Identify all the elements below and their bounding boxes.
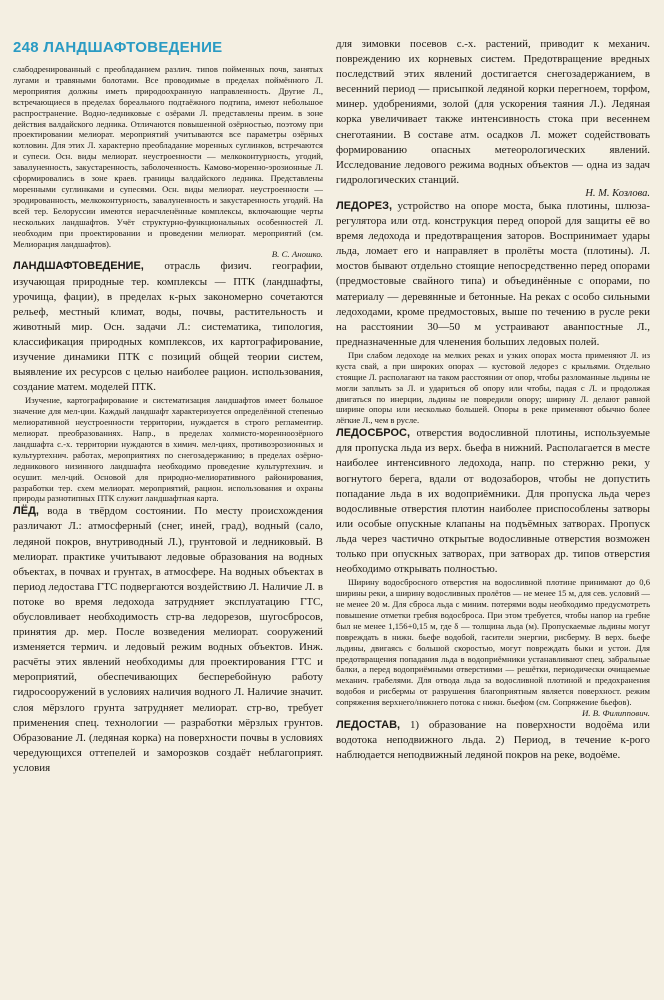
page-header xyxy=(13,39,313,56)
running-title: ЛАНДШАФТОВЕДЕНИЕ xyxy=(43,39,223,56)
entry-headword: ЛЕДОСБРОС, xyxy=(336,427,411,440)
entry-ledorez xyxy=(336,199,650,350)
entry-ledostav xyxy=(336,718,650,763)
entry-headword: ЛЁД, xyxy=(13,505,39,518)
author-signature: В. С. Аношко. xyxy=(271,249,323,260)
author-signature: Н. М. Козлова. xyxy=(585,187,650,199)
page-number: 248 xyxy=(13,39,39,56)
landscape-text-body: слабодренированный с преобладанием различ. типов пойменных почв, занятых лугами и травяными болотами. Все проводимые в пределах поймённого Л. мероприятия должны иметь природоохранную направленность. Другие Л., встречающиеся в пределах бореального подтаёжного подтипа, имеют небольшое распространение. Водно-ледниковые с озёрами Л. представлены преим. в зоне действия валдайского ледника. Отличаются повышенной озёрностью, поэтому при проектировании мелиорат. мероприятий учитываются все параметры озёрных котловин. Для этих Л. характерно преобладание моренных суглинков, встречаются и супеси. Осн. виды мелиорат. неустроенности — мелкоконтурность, угодий, завалуненность, закустаренность, заболоченность. Камово-моренно-эрозионные Л. сформировались в зоне краев. границы валдайского ледника. Представлены моренными суглинками и супесями. Осн. виды мелиорат. неустроенности — эродированность, мелкоконтурность, завалуненность и закустаренность угодий. На всей тер. Белоруссии имеются нерасчленённые комплексы, включающие черты нескольких ландшафтов. Учёт структурно-функциональных особенностей Л. необходим при проектировании и проведении мелиорат. мероприятий (см. Мелиорация ландшафтов). xyxy=(13,64,323,249)
entry-note: Ширину водосбросного отверстия на водосливной плотине принимают до 0,6 ширины реки, а ширину водосливных пролётов — не менее 15 м, для сев. условий — не менее 20 м. Для сброса льда с миним. потерями воды необходимо предусмотреть повышение отметки гребня водосброса. При этом требуется, чтобы напор на гребне был не менее 1,156+0,15 м, где δ — толщина льда (м). Пропускаемые льдины могут повреждать в нижн. бьефе водобой, гасители энергии, рисберму. В верх. бьефе льдины, двигаясь с большой скоростью, могут повреждать быки и устои. Для предотвращения попадания льда в водоприёмники устанавливают спец. забральные балки, а перед водоприёмными отверстиями — решётки, периодически очищаемые механич. грабелями. Для отвода льда за водосливной плотиной и предохранения водобоя и рисбермы от разрушения благоприятным является поверхност. режим сопряжения верхнего/нижнего потока с нижн. бьефом (см. Сопряжение бьефов). xyxy=(336,577,650,708)
entry-landshaftovedenie xyxy=(13,259,323,395)
author-signature: И. В. Филиппович. xyxy=(581,708,650,719)
entry-body: 1) образование на поверхности водоёма или водотока неподвижного льда. 2) Период, в течение к-рого наблюдается неподвижный ледяной покров на реке, водоёме. xyxy=(336,719,650,762)
left-column xyxy=(13,64,323,994)
entry-body: отверстия водосливной плотины, используемые для пропуска льда из верх. бьефа в нижний. Располагается в месте наиболее интенсивного ледохода, напр. по стержню реки, у вогнутого берега, вдали от водозаборов, чтобы не допустить попадание льда в их водоприёмники. Для пропуска льда через водосливные отверстия плотин наиболее приспособлены затворы или особые опускные клапаны на подъёмных затворах. Пропуск льда через частично открытые водосливные отверстия возможен только при опускных затворах, при затворах др. типов отверстия необходимо открывать полностью. xyxy=(336,427,650,576)
entry-led xyxy=(13,504,323,776)
entry-body: устройство на опоре моста, быка плотины, шлюза-регулятора или отд. конструкция перед опорой для защиты её во время ледохода и предотвращения заторов. Воспринимает удары льда, ломает его и направляет в пролёты моста (плотины). Л. мостов бывают отдельно стоящие непосредственно перед опорами (предмостовые свайного типа) и объединённые с опорами, по материалу — деревянные и бетонные. На реках с особо сильными ледоходами, кроме предмостовых, выше по течению в русле реки на расстоянии 30—50 м устраивают аванпостные Л., предназначенные для членения больших ледовых полей. xyxy=(336,199,650,348)
continuation-text: для зимовки посевов с.-х. растений, приводит к механич. повреждению их корневых систем. Предотвращение вредных последствий этих явлений достигается снегозадержанием, в весенний период — присыпкой ледяной корки перегноем, торфом, минер. удобрениями, золой (для ускорения таяния Л.). Ледяная корка увеличивает также интенсивность стока при весеннем снеготаянии. В составе атм. осадков Л. может содействовать формированию опасных метеорологических явлений. Исследование ледового режима водных объектов — одна из задач гидрологических станций. xyxy=(336,38,650,186)
landscape-text xyxy=(13,64,323,249)
entry-note: Изучение, картографирование и систематизация ландшафтов имеет большое значение для мел-ции. Каждый ландшафт характеризуется определённой степенью мелиоративной неустроенности территории, нуждается в строго регламентир. мелиорат. преобразованиях. Напр., в пределах холмисто-моренноозёрного ландшафта с.-х. территории нуждаются в химич. мел-циях, противоэрозионных и культуртехнич. работах, мероприятиях по снегозадержанию; в пределах озёрно-ледникового низинного ландшафта необходимо проведение культуртехнич. и осушит. мел-ций. Основой для природно-мелиоративного районирования, разработки тер. схем мелиорат. мероприятий, рацион. использования и охраны природы разнотипных ПТК служит ландшафтная карта. xyxy=(13,395,323,504)
right-column xyxy=(336,37,650,997)
entry-body: вода в твёрдом состоянии. По месту происхождения различают Л.: атмосферный (снег, иней, град), водный (сало, ледяной покров, внутриводный Л.), грунтовой и ледниковый. В мелиорат. практике учитывают ледовые образования на водных объектах, в почвах и грунтах, в атмосфере. На водных объектах в период ледостава ГТС подвергаются воздействию Л. Наличие Л. в потоке во время ледохода затрудняет эксплуатацию ГТС, обусловливает необходимость стр-ва ледорезов, шугосбросов, принятия др. мер. После возведения мелиорат. сооружений изменяется термич. и ледовый режим водных объектов. Инж. расчёты этих явлений необходимы для проектирования ГТС и мероприятий, обеспечивающих бесперебойную работу гидросооружений в условиях наличия водного Л. Наличие значит. слоя мёрзлого грунта затрудняет мелиорат. стр-во, требует применения спец. технологии — разработки мёрзлых грунтов. Образование Л. (ледяная корка) на поверхности почвы в условиях чередующихся оттепелей и заморозков создаёт неблагоприят. условия xyxy=(13,505,323,774)
entry-ledosbros xyxy=(336,426,650,577)
entry-note: При слабом ледоходе на мелких реках и узких опорах моста применяют Л. из куста свай, а при широких опорах — кустовой ледорез с крыльями. Отдельно стоящие Л. располагают на таком расстоянии от опор, чтобы разломанные льдины не могли заплыть за Л. и удариться об опору или чтобы, падая с Л. и продолжая двигаться по инерции, льдины не повредили опору; ширину Л. делают равной ширине опоры или несколько большей. Опоры в реке применяют обычно более лёгкие Л., чем в русле. xyxy=(336,349,650,426)
entry-body: отрасль физич. географии, изучающая природные тер. комплексы — ПТК (ландшафты, урочища, фации), в пределах к-рых закономерно сочетаются рельеф, местный климат, воды, почвы, растительность и животный мир. Осн. задачи Л.: систематика, типология, классификация природных комплексов, их картографирование, изучение динамики ПТК с позиций общей теории систем, выявление их ресурсов с целью наиболее рацион. использования, создание матем. моделей ПТК. xyxy=(13,260,323,394)
entry-headword: ЛЕДОСТАВ, xyxy=(336,719,401,732)
entry-headword: ЛАНДШАФТОВЕДЕНИЕ, xyxy=(13,260,144,273)
entry-headword: ЛЕДОРЕЗ, xyxy=(336,199,393,212)
